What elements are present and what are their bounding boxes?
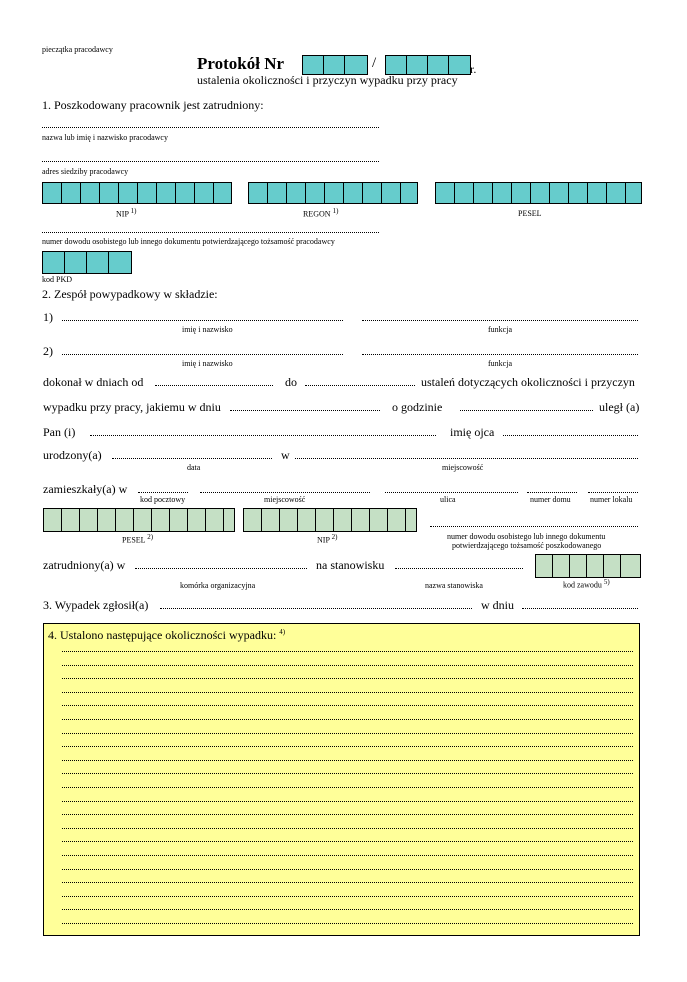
employer-nip-label: NIP 1) [116,207,137,219]
flat-number-field[interactable] [588,492,638,493]
circumstances-line[interactable] [62,855,633,856]
footnote-marker: 1) [130,207,137,215]
section3-heading: 3. Wypadek zgłosił(a) [43,598,149,612]
page-title: Protokół Nr [197,54,285,73]
accident-hour-field[interactable] [460,410,593,411]
residence-city-field[interactable] [200,492,370,493]
circumstances-line[interactable] [62,828,633,829]
pkd-code-label: kod PKD [42,275,73,284]
residence-label: zamieszkały(a) w [43,482,128,496]
circumstances-line[interactable] [62,773,633,774]
circumstances-line[interactable] [62,665,633,666]
position-name-label: nazwa stanowiska [425,581,483,590]
section4-heading: 4. Ustalono następujące okoliczności wypadku: $^{4)}$ [48,628,286,642]
report-date-label: w dniu [481,598,514,612]
circumstances-line[interactable] [62,678,633,679]
job-code-label: kod zawodu 5) [563,578,610,590]
employer-name-field[interactable] [42,127,379,128]
victim-name-label: Pan (i) [43,425,76,439]
circumstances-line[interactable] [62,733,633,734]
footnote-marker: 2) [147,533,154,541]
page-subtitle: ustalenia okoliczności i przyczyn wypadku przy pracy [197,73,458,87]
protocol-year-field[interactable] [385,55,471,75]
victim-nip-label: NIP 2) [317,533,338,545]
employer-id-doc-field[interactable] [42,232,379,233]
birth-date-label: data [187,463,201,472]
circumstances-line[interactable] [62,882,633,883]
father-name-field[interactable] [503,435,638,436]
footnote-marker: 1) [332,207,339,215]
pkd-code-field[interactable] [42,251,132,274]
circumstances-line[interactable] [62,787,633,788]
circumstances-line[interactable] [62,923,633,924]
victim-pesel-label: PESEL 2) [122,533,154,545]
employer-address-label: adres siedziby pracodawcy [42,167,129,176]
postcode-label: kod pocztowy [140,495,186,504]
birth-place-label: miejscowość [442,463,484,472]
position-label: na stanowisku [316,558,385,572]
accident-date-label: wypadku przy pracy, jakiemu w dniu [43,400,221,414]
investigation-purpose-label: ustaleń dotyczących okoliczności i przyczyn [421,375,635,389]
investigation-to-field[interactable] [305,385,415,386]
victim-id-doc-label-line1: numer dowodu osobistego lub innego dokumentu [447,532,606,541]
member1-function-label: funkcja [488,325,512,334]
circumstances-line[interactable] [62,719,633,720]
footnote-marker: 4) [279,628,286,636]
victim-nip-field[interactable] [243,508,417,532]
circumstances-line[interactable] [62,909,633,910]
investigation-to-label: do [285,375,297,389]
employer-pesel-field[interactable] [435,182,642,204]
victim-id-doc-label-line2: potwierdzającego tożsamość poszkodowanego [452,541,602,550]
circumstances-line[interactable] [62,896,633,897]
protocol-number-field[interactable] [302,55,368,75]
circumstances-line[interactable] [62,760,633,761]
member2-name-label: imię i nazwisko [182,359,233,368]
title-suffix: r. [470,62,477,76]
org-unit-label: komórka organizacyjna [180,581,256,590]
birth-date-field[interactable] [112,458,272,459]
circumstances-line[interactable] [62,801,633,802]
accident-date-field[interactable] [230,410,380,411]
member1-number: 1) [43,310,53,324]
stamp-label: pieczątka pracodawcy [42,45,113,54]
flat-number-label: numer lokalu [590,495,633,504]
circumstances-line[interactable] [62,746,633,747]
report-date-field[interactable] [522,608,638,609]
postcode-field[interactable] [138,492,188,493]
member2-name-field[interactable] [62,354,343,355]
member2-number: 2) [43,344,53,358]
birth-label: urodzony(a) [43,448,102,462]
employer-name-label: nazwa lub imię i nazwisko pracodawcy [42,133,168,142]
member2-function-field[interactable] [362,354,638,355]
employer-nip-field[interactable] [42,182,232,204]
residence-city-label: miejscowość [264,495,306,504]
footnote-marker: 5) [603,578,610,586]
position-field[interactable] [395,568,523,569]
member1-name-label: imię i nazwisko [182,325,233,334]
employment-label: zatrudniony(a) w [43,558,126,572]
investigation-period-label: dokonał w dniach od [43,375,144,389]
title-slash: / [372,55,377,71]
house-number-field[interactable] [527,492,577,493]
job-code-field[interactable] [535,554,641,578]
birth-place-prefix: w [281,448,290,462]
section1-heading: 1. Poszkodowany pracownik jest zatrudniony: [42,98,264,112]
employer-address-field[interactable] [42,161,379,162]
employer-pesel-label: PESEL [518,209,542,218]
member2-function-label: funkcja [488,359,512,368]
section2-heading: 2. Zespół powypadkowy w składzie: [42,287,218,301]
birth-place-field[interactable] [295,458,638,459]
investigation-from-field[interactable] [155,385,273,386]
street-label: ulica [440,495,456,504]
victim-name-field[interactable] [90,435,436,436]
circumstances-line[interactable] [62,705,633,706]
circumstances-line[interactable] [62,869,633,870]
circumstances-box [43,623,640,936]
org-unit-field[interactable] [135,568,307,569]
circumstances-line[interactable] [62,651,633,652]
circumstances-line[interactable] [62,692,633,693]
father-name-label: imię ojca [450,425,495,439]
employer-id-doc-label: numer dowodu osobistego lub innego dokumentu potwierdzającego tożsamość pracodawcy [42,237,335,246]
house-number-label: numer domu [530,495,571,504]
member1-function-field[interactable] [362,320,638,321]
victim-id-doc-field[interactable] [430,526,638,527]
footnote-marker: 2) [331,533,338,541]
victim-pesel-field[interactable] [43,508,235,532]
victim-intro-label: uległ (a) [599,400,640,414]
reporter-field[interactable] [160,608,472,609]
employer-regon-label: REGON 1) [303,207,339,219]
circumstances-line[interactable] [62,814,633,815]
employer-regon-field[interactable] [248,182,418,204]
accident-hour-label: o godzinie [392,400,443,414]
street-field[interactable] [385,492,518,493]
circumstances-line[interactable] [62,841,633,842]
member1-name-field[interactable] [62,320,343,321]
